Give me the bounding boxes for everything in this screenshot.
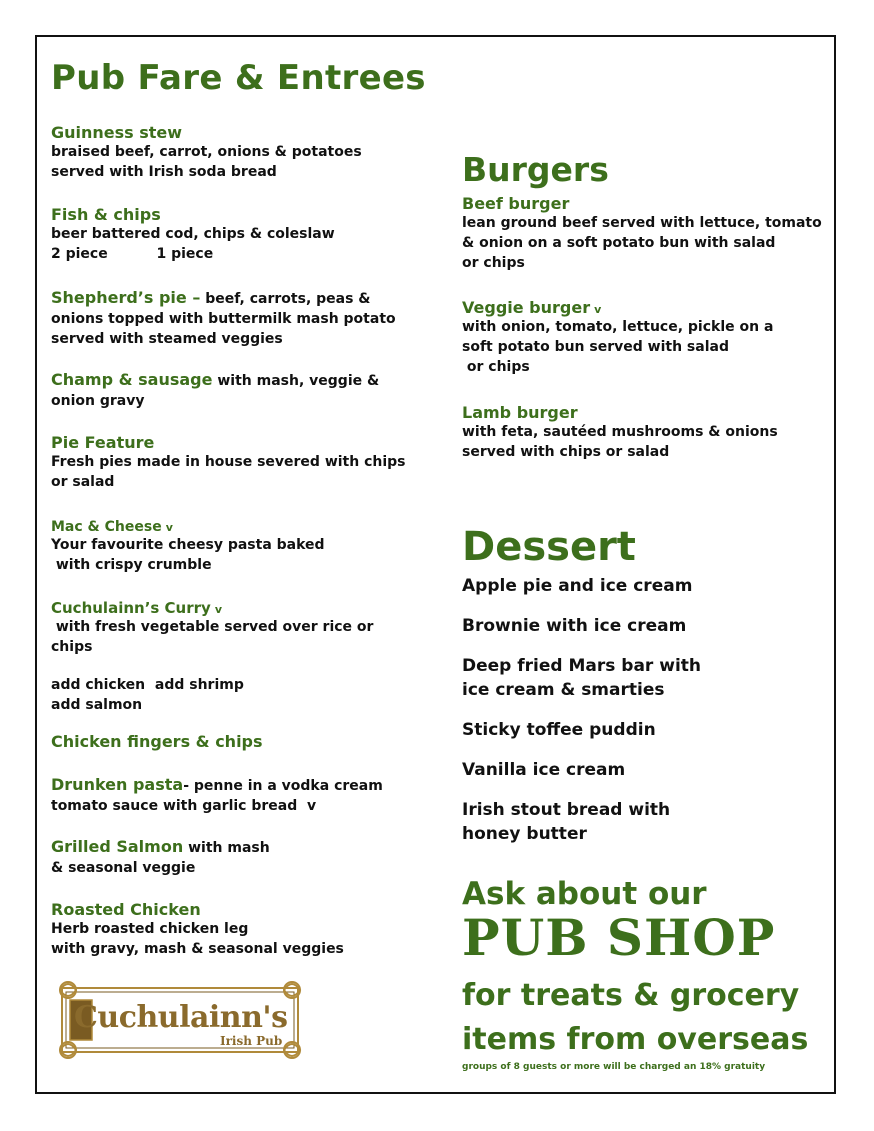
item-desc: soft potato bun served with salad: [462, 339, 729, 355]
promo-line-3: for treats & grocery: [462, 978, 800, 1013]
section-title-burgers: Burgers: [462, 150, 609, 189]
logo-text: Cuchulainn's: [74, 1000, 288, 1035]
vegetarian-marker: v: [214, 603, 222, 616]
promo-line-1: Ask about our: [462, 876, 707, 912]
curry-addons: [51, 675, 431, 715]
item-name: Lamb burger: [462, 403, 578, 422]
item-name: Roasted Chicken: [51, 900, 201, 919]
dessert-line: Vanilla ice cream: [462, 760, 626, 780]
menu-item-fish-chips: [51, 205, 421, 264]
section-title-pub-fare: Pub Fare & Entrees: [51, 58, 426, 98]
item-desc: & onion on a soft potato bun with salad: [462, 235, 776, 251]
item-desc: with onion, tomato, lettuce, pickle on a: [462, 319, 774, 335]
item-desc: beer battered cod, chips & coleslaw: [51, 226, 335, 242]
promo-pub-shop: PUB SHOP: [462, 908, 776, 967]
item-desc: with crispy crumble: [51, 557, 212, 573]
promo-line-4: items from overseas: [462, 1022, 809, 1057]
dessert-item: [462, 574, 822, 598]
dessert-line: Sticky toffee puddin: [462, 720, 656, 740]
item-desc: with fresh vegetable served over rice or: [51, 619, 374, 635]
menu-item-champ-sausage: [51, 370, 431, 411]
item-inline-desc: with mash: [183, 840, 270, 856]
item-inline-desc: - penne in a vodka cream: [183, 778, 383, 794]
item-desc: or chips: [462, 255, 525, 271]
addon-line: add chicken add shrimp: [51, 677, 244, 693]
menu-item-grilled-salmon: [51, 837, 431, 878]
item-desc: tomato sauce with garlic bread v: [51, 798, 317, 814]
item-name: Guinness stew: [51, 123, 183, 142]
dessert-line: ice cream & smarties: [462, 680, 665, 700]
dessert-line: honey butter: [462, 824, 587, 844]
item-desc: Herb roasted chicken leg: [51, 921, 249, 937]
item-name: Shepherd’s pie –: [51, 288, 201, 307]
menu-item-lamb-burger: [462, 403, 822, 462]
dessert-item: [462, 798, 822, 846]
item-name: Drunken pasta: [51, 775, 184, 794]
dessert-item: [462, 654, 822, 702]
dessert-line: Apple pie and ice cream: [462, 576, 693, 596]
dessert-item: [462, 758, 822, 782]
item-desc: with feta, sautéed mushrooms & onions: [462, 424, 778, 440]
menu-item-shepherds-pie: [51, 288, 431, 349]
menu-item-chicken-fingers: [51, 732, 431, 751]
item-desc: or chips: [462, 359, 530, 375]
item-desc: onions topped with buttermilk mash potato: [51, 311, 396, 327]
item-inline-desc: with mash, veggie &: [212, 373, 380, 389]
vegetarian-marker: v: [594, 303, 602, 316]
item-name: Beef burger: [462, 194, 570, 213]
item-name: Veggie burger: [462, 298, 591, 317]
item-name: Chicken fingers & chips: [51, 732, 263, 751]
dessert-line: Deep fried Mars bar with: [462, 656, 701, 676]
item-desc: served with steamed veggies: [51, 331, 283, 347]
item-desc: chips: [51, 639, 93, 655]
item-desc: onion gravy: [51, 393, 145, 409]
celtic-knot-logo: [56, 978, 304, 1062]
item-name: Pie Feature: [51, 433, 155, 452]
dessert-item: [462, 718, 822, 742]
dessert-line: Irish stout bread with: [462, 800, 671, 820]
item-desc: Fresh pies made in house severed with chips: [51, 454, 406, 470]
vegetarian-marker: v: [165, 521, 173, 534]
addon-line: add salmon: [51, 697, 143, 713]
item-desc: Your favourite cheesy pasta baked: [51, 537, 325, 553]
menu-item-drunken-pasta: [51, 775, 431, 816]
item-desc: or salad: [51, 474, 115, 490]
item-desc: served with Irish soda bread: [51, 164, 277, 180]
dessert-list: [462, 574, 822, 846]
menu-item-veggie-burger: [462, 298, 822, 377]
item-name: Cuchulainn’s Curry: [51, 599, 211, 617]
item-name: Mac & Cheese: [51, 519, 162, 535]
item-name: Grilled Salmon: [51, 837, 184, 856]
item-desc: 2 piece 1 piece: [51, 246, 214, 262]
dessert-item: [462, 614, 822, 638]
item-desc: braised beef, carrot, onions & potatoes: [51, 144, 362, 160]
dessert-line: Brownie with ice cream: [462, 616, 687, 636]
section-title-dessert: Dessert: [462, 524, 636, 570]
item-desc: with gravy, mash & seasonal veggies: [51, 941, 344, 957]
item-name: Champ & sausage: [51, 370, 213, 389]
menu-item-guinness-stew: [51, 123, 421, 182]
item-inline-desc: beef, carrots, peas &: [200, 291, 371, 307]
item-desc: & seasonal veggie: [51, 860, 196, 876]
item-desc: served with chips or salad: [462, 444, 670, 460]
menu-item-pie-feature: [51, 433, 431, 492]
menu-item-roasted-chicken: [51, 900, 431, 959]
item-name: Fish & chips: [51, 205, 161, 224]
menu-item-beef-burger: [462, 194, 822, 273]
menu-item-mac-cheese: [51, 516, 431, 575]
logo-subtext: Irish Pub: [220, 1034, 283, 1048]
menu-item-curry: [51, 598, 431, 657]
gratuity-note: groups of 8 guests or more will be charged an 18% gratuity: [462, 1062, 766, 1072]
item-desc: lean ground beef served with lettuce, tomato: [462, 215, 822, 231]
